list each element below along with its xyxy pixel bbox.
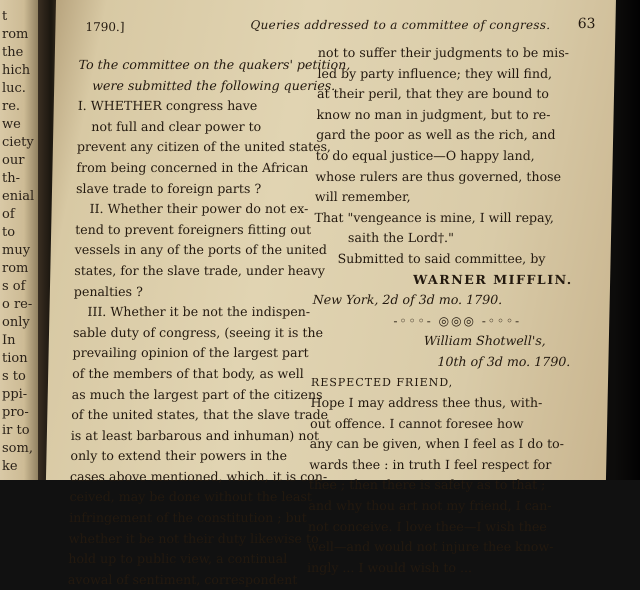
text-line: gard the poor as well as the rich, and	[316, 127, 556, 143]
query-line: of the members of that body, as well	[72, 365, 304, 381]
page-header	[85, 18, 595, 38]
query-line: is at least barbarous and inhuman) not	[70, 427, 320, 443]
page-number: 63	[577, 16, 596, 32]
query-line: of the united states, that the slave trade	[71, 407, 329, 423]
letter-line: ingly ... I would wish to ...	[306, 559, 473, 575]
margin-text-fragment: In	[2, 333, 16, 348]
letter-date: 10th of 3d mo. 1790.	[437, 353, 571, 369]
text-line: led by party influence; they will find,	[317, 65, 553, 81]
letter-line: Hope I may address thee thus, with-	[310, 395, 543, 411]
query-two	[73, 199, 328, 302]
left-column	[67, 55, 351, 590]
query-line: I. WHETHER congress have	[77, 98, 258, 114]
text-line: to do equal justice—O happy land,	[315, 147, 535, 163]
margin-text-fragment: s to	[2, 369, 26, 384]
query-line: only to extend their powers in the	[70, 448, 288, 464]
margin-text-fragment: the	[2, 45, 24, 60]
margin-text-fragment: ppi-	[2, 387, 28, 402]
previous-page-edge	[0, 0, 40, 480]
running-title: Queries addressed to a committee of congress.	[250, 18, 551, 32]
margin-text-fragment: our	[2, 153, 25, 168]
page-number-left: 1790.]	[85, 20, 125, 34]
text-line: whose rulers are thus governed, those	[315, 168, 562, 184]
margin-text-fragment: s of	[2, 279, 26, 294]
query-line: III. Whether it be not the indispen-	[87, 304, 311, 320]
query-line: ceived, may be done without the least	[69, 489, 313, 505]
page-shadow	[614, 0, 640, 480]
margin-text-fragment: only	[2, 315, 30, 330]
query-line: vessels in any of the ports of the united	[74, 242, 328, 258]
query-line: states, for the slave trade, under heavy	[74, 262, 326, 278]
margin-text-fragment: of	[2, 207, 15, 222]
query-line: slave trade to foreign parts ?	[75, 180, 262, 196]
margin-text-fragment: luc.	[2, 81, 26, 96]
right-column	[307, 43, 608, 578]
query-line: sable duty of congress, (seeing it is the	[72, 324, 324, 340]
margin-text-fragment: pro-	[2, 405, 29, 420]
query-line: avowal of sentiment, correspondent	[67, 571, 298, 587]
text-line: will remember,	[314, 189, 411, 205]
intro-line: To the committee on the quakers' petition,	[78, 57, 351, 72]
margin-text-fragment: ciety	[2, 135, 34, 150]
query-line: from being concerned in the African	[76, 159, 309, 175]
margin-text-fragment: th-	[2, 171, 20, 186]
margin-text-fragment: enial	[2, 189, 35, 204]
margin-text-fragment: tion	[2, 351, 28, 366]
query-line: not full and clear power to	[91, 118, 262, 134]
submitted-line: Submitted to said committee, by	[337, 250, 546, 266]
margin-text-fragment: o re-	[2, 297, 33, 312]
text-line: not to suffer their judgments to be mis-	[317, 45, 570, 60]
margin-text-fragment: to	[2, 225, 16, 240]
text-line: at their peril, that they are bound to	[316, 86, 550, 102]
margin-text-fragment: ir to	[2, 423, 30, 438]
margin-text-fragment: we	[2, 117, 21, 132]
letter-place: William Shotwell's,	[423, 333, 546, 349]
letter-line: and why thou art not my friend, I can-	[308, 498, 552, 514]
margin-text-fragment: t	[2, 9, 8, 24]
query-line: infringement of the constitution ; but	[69, 510, 307, 526]
margin-text-fragment: hich	[2, 63, 31, 78]
margin-text-fragment: re.	[2, 99, 21, 114]
margin-text-fragment: ke	[2, 459, 18, 474]
text-line: know no man in judgment, but to re-	[316, 106, 551, 122]
margin-text-fragment: som,	[2, 441, 33, 456]
intro-line: were submitted the following queries.	[92, 77, 336, 93]
signer-name: WARNER MIFFLIN.	[412, 271, 573, 287]
margin-text-fragment: muy	[2, 243, 31, 258]
query-line: hold up to public view, a continual	[68, 551, 288, 567]
query-line: penalties ?	[73, 283, 143, 299]
letter-line: well—and would not injure thee know-	[307, 539, 554, 555]
letter-line: thee ; then there is safety as to that ;	[308, 477, 546, 493]
salutation: RESPECTED FRIEND,	[310, 375, 454, 389]
quote-line: saith the Lord†."	[347, 230, 455, 246]
letter-line: any can be given, when I feel as I do to-	[309, 436, 565, 452]
query-line: II. Whether their power do not ex-	[89, 201, 309, 217]
letter-line: not conceive. I love thee—I wish thee	[307, 518, 548, 534]
dateline: New York, 2d of 3d mo. 1790.	[312, 292, 503, 308]
letter-line: out offence. I cannot foresee how	[309, 415, 524, 431]
ornament-divider: -◦◦◦- ◎◎◎ -◦◦◦-	[393, 313, 522, 328]
letter-body	[307, 393, 601, 578]
margin-text-fragment: rom	[2, 27, 29, 42]
margin-text-fragment: rom	[2, 261, 29, 276]
query-three	[67, 302, 329, 590]
query-line: as much the largest part of the citizens	[71, 386, 323, 402]
query-one	[75, 96, 332, 199]
letter-line: wards thee : in truth I feel respect for	[309, 456, 552, 472]
quote-line: That "vengeance is mine, I will repay,	[314, 209, 555, 225]
book-page	[46, 0, 616, 587]
query-line: prevailing opinion of the largest part	[72, 345, 309, 361]
query-line: prevent any citizen of the united states,	[76, 139, 332, 155]
query-line: cases above mentioned, which, it is con-	[69, 468, 328, 484]
query-line: whether it be not their duty likewise to	[68, 530, 319, 546]
query-line: tend to prevent foreigners fitting out	[75, 221, 312, 237]
